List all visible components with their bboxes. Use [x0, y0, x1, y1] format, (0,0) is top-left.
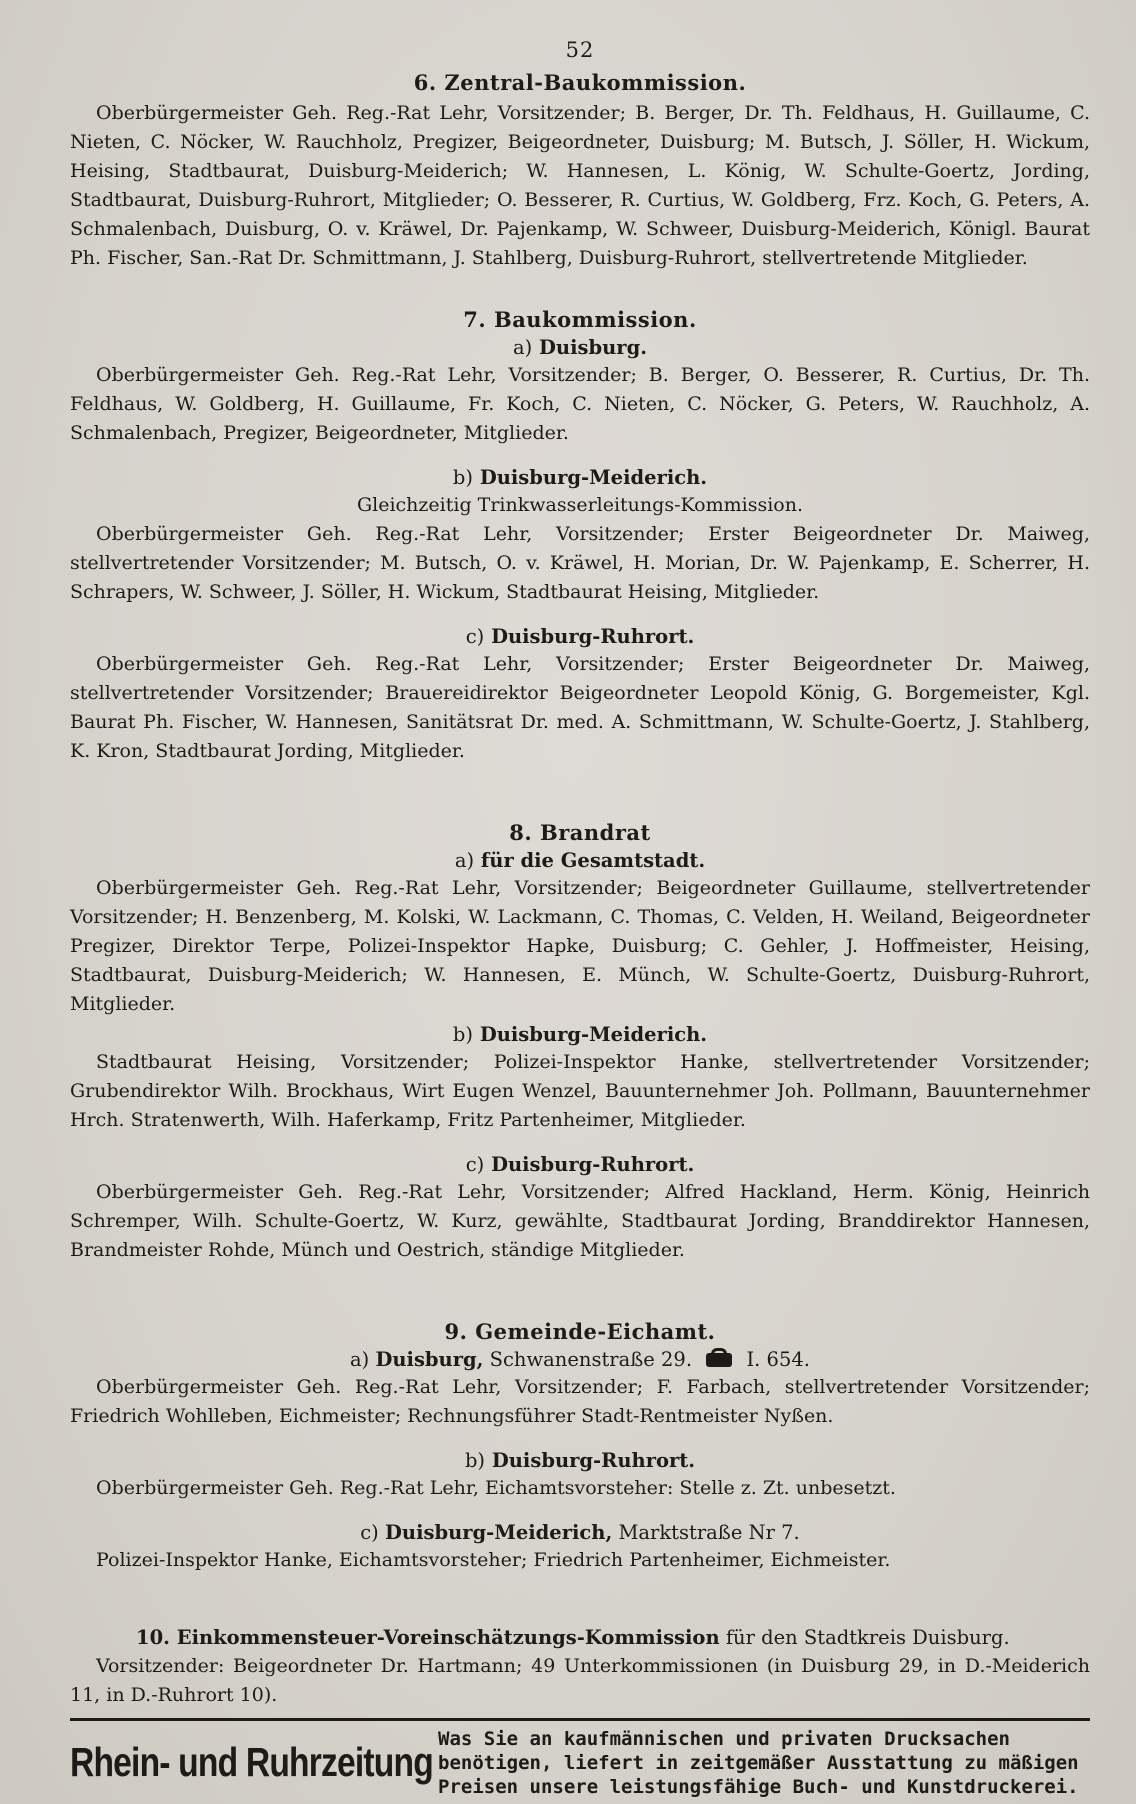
- section-8c-body: Oberbürgermeister Geh. Reg.-Rat Lehr, Vorsitzender; Alfred Hackland, Herm. König, Heinrich Schremper, Wilh. Schulte-Goertz, W. Kurz, gewählte, Stadtbaurat Jording, Branddirektor Hannesen, Brandmeister Rohde, Münch und Oestrich, ständige Mitglieder.: [70, 1181, 1090, 1261]
- section-7c-heading: [70, 625, 1090, 648]
- section-10-heading: [70, 1623, 1090, 1652]
- section-9c-address: Marktstraße Nr 7.: [618, 1521, 800, 1544]
- section-9c-heading: [70, 1521, 1090, 1544]
- ad-line-2: benötigen, liefert in zeitgemäßer Ausstattung zu mäßigen: [438, 1752, 1079, 1774]
- section-8c-heading: [70, 1153, 1090, 1176]
- section-9b-letter: b): [464, 1449, 486, 1472]
- section-9a-phone: I. 654.: [746, 1348, 810, 1371]
- section-9-heading: 9. Gemeinde-Eichamt.: [444, 1319, 716, 1344]
- section-9a-address: Schwanenstraße 29.: [489, 1348, 693, 1371]
- section-8b-body: Stadtbaurat Heising, Vorsitzender; Polizei-Inspektor Hanke, stellvertretender Vorsitzender; Grubendirektor Wilh. Brockhaus, Wirt Eugen Wenzel, Bauunternehmer Joh. Pollmann, Bauunternehmer Hrch. Stratenwerth, Wilh. Haferkamp, Fritz Partenheimer, Mitglieder.: [70, 1051, 1090, 1131]
- section-7a-title: Duisburg.: [539, 336, 647, 359]
- section-8-heading: 8. Brandrat: [509, 820, 651, 845]
- section-8a-letter: a): [454, 849, 475, 872]
- section-6-heading: 6. Zentral-Baukommission.: [413, 70, 747, 95]
- section-9a-title: Duisburg,: [375, 1348, 484, 1371]
- section-9c-body: Polizei-Inspektor Hanke, Eichamtsvorsteher; Friedrich Partenheimer, Eichmeister.: [96, 1549, 891, 1571]
- section-9c-title: Duisburg-Meiderich,: [384, 1521, 613, 1544]
- section-7c-title: Duisburg-Ruhrort.: [491, 625, 695, 648]
- section-9a-heading: [70, 1348, 1090, 1371]
- section-7b-body: Oberbürgermeister Geh. Reg.-Rat Lehr, Vorsitzender; Erster Beigeordneter Dr. Maiweg, stellvertretender Vorsitzender; M. Butsch, O. v. Kräwel, H. Morian, Dr. W. Pajenkamp, E. Scherrer, H. Schrapers, W. Schweer, J. Söller, H. Wickum, Stadtbaurat Heising, Mitglieder.: [70, 523, 1090, 603]
- page-number: 52: [565, 38, 595, 62]
- section-8a-title: für die Gesamtstadt.: [480, 849, 706, 872]
- section-9a-body: Oberbürgermeister Geh. Reg.-Rat Lehr, Vorsitzender; F. Farbach, stellvertretender Vorsitzender; Friedrich Wohlleben, Eichmeister; Rechnungsführer Stadt-Rentmeister Nyßen.: [70, 1376, 1090, 1427]
- section-7-heading: 7. Baukommission.: [463, 307, 697, 332]
- section-7c-letter: c): [465, 625, 485, 648]
- section-7b-title: Duisburg-Meiderich.: [479, 466, 708, 489]
- telephone-icon: [706, 1353, 732, 1367]
- section-8b-heading: [70, 1023, 1090, 1046]
- section-7b-note: Gleichzeitig Trinkwasserleitungs-Kommission.: [356, 494, 804, 516]
- section-7a-heading: [70, 336, 1090, 359]
- section-8c-letter: c): [465, 1153, 485, 1176]
- section-8a-heading: [70, 849, 1090, 872]
- section-6-body: Oberbürgermeister Geh. Reg.-Rat Lehr, Vorsitzender; B. Berger, Dr. Th. Feldhaus, H. Guillaume, C. Nieten, C. Nöcker, W. Rauchholz, Pregizer, Beigeordneter, Duisburg; M. Butsch, J. Söller, H. Wickum, Heising, Stadtbaurat, Duisburg-Meiderich; W. Hannesen, L. König, W. Schulte-Goertz, Jording, Stadtbaurat, Duisburg-Ruhrort, Mitglieder; O. Besserer, R. Curtius, W. Goldberg, Frz. Koch, G. Peters, A. Schmalenbach, Duisburg, O. v. Kräwel, Dr. Pajenkamp, W. Schweer, Duisburg-Meiderich, Königl. Baurat Ph. Fischer, San.-Rat Dr. Schmittmann, J. Stahlberg, Duisburg-Ruhrort, stellvertretende Mitglieder.: [70, 102, 1090, 269]
- section-7b-heading: [70, 466, 1090, 489]
- section-8b-title: Duisburg-Meiderich.: [479, 1023, 708, 1046]
- section-7c-body: Oberbürgermeister Geh. Reg.-Rat Lehr, Vorsitzender; Erster Beigeordneter Dr. Maiweg, stellvertretender Vorsitzender; Brauereidirektor Beigeordneter Leopold König, G. Borgemeister, Kgl. Baurat Ph. Fischer, W. Hannesen, Sanitätsrat Dr. med. A. Schmittmann, W. Schulte-Goertz, J. Stahlberg, K. Kron, Stadtbaurat Jording, Mitglieder.: [70, 653, 1090, 762]
- section-9b-heading: [70, 1449, 1090, 1472]
- section-8a-body: Oberbürgermeister Geh. Reg.-Rat Lehr, Vorsitzender; Beigeordneter Guillaume, stellvertretender Vorsitzender; H. Benzenberg, M. Kolski, W. Lackmann, C. Thomas, C. Velden, H. Weiland, Beigeordneter Pregizer, Direktor Terpe, Polizei-Inspektor Hapke, Duisburg; C. Gehler, J. Hoffmeister, Heising, Stadtbaurat, Duisburg-Meiderich; W. Hannesen, E. Münch, W. Schulte-Goertz, Duisburg-Ruhrort, Mitglieder.: [70, 877, 1090, 1015]
- section-9c-letter: c): [360, 1521, 379, 1544]
- ad-brand-name: Rhein- und Ruhrzeitung: [70, 1739, 433, 1785]
- ad-line-1: Was Sie an kaufmännischen und privaten Drucksachen: [438, 1728, 1010, 1750]
- section-8c-title: Duisburg-Ruhrort.: [491, 1153, 695, 1176]
- advertisement: [70, 1718, 1090, 1799]
- section-7a-letter: a): [512, 336, 533, 359]
- section-10-suffix: für den Stadtkreis Duisburg.: [725, 1626, 1010, 1649]
- section-9a-letter: a): [350, 1348, 370, 1371]
- section-9b-title: Duisburg-Ruhrort.: [491, 1449, 696, 1472]
- ad-line-3: Preisen unsere leistungsfähige Buch- und Kunstdruckerei.: [438, 1776, 1079, 1798]
- ad-text: [438, 1727, 1090, 1799]
- section-10-title: 10. Einkommensteuer-Voreinschätzungs-Kommission: [136, 1626, 720, 1649]
- section-7a-body: Oberbürgermeister Geh. Reg.-Rat Lehr, Vorsitzender; B. Berger, O. Besserer, R. Curtius, Dr. Th. Feldhaus, W. Goldberg, H. Guillaume, Fr. Koch, C. Nieten, C. Nöcker, G. Peters, W. Rauchholz, A. Schmalenbach, Pregizer, Beigeordneter, Mitglieder.: [70, 364, 1090, 444]
- section-9b-body: Oberbürgermeister Geh. Reg.-Rat Lehr, Eichamtsvorsteher: Stelle z. Zt. unbesetzt.: [96, 1477, 896, 1499]
- section-8b-letter: b): [452, 1023, 474, 1046]
- section-7b-letter: b): [452, 466, 474, 489]
- section-10-body: Vorsitzender: Beigeordneter Dr. Hartmann; 49 Unterkommissionen (in Duisburg 29, in D.-Meiderich 11, in D.-Ruhrort 10).: [70, 1655, 1090, 1706]
